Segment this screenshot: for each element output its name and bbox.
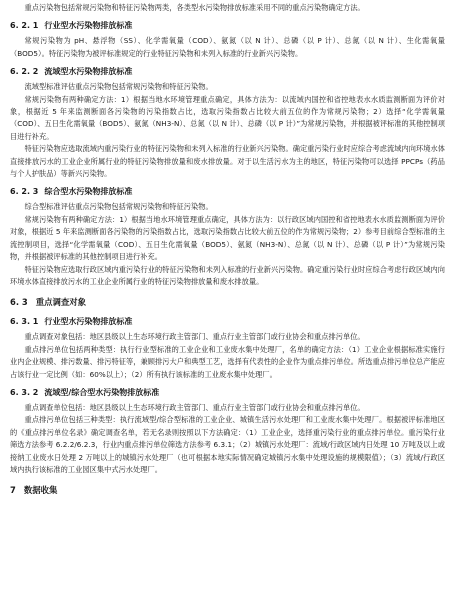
paragraph: 特征污染物应选取行政区域内重污染行业的特征污染物和未列入标准的行业新兴污染物。确定重污染行业时应综合考虑行政区域内向环境水体直接排放污水的工业企业所属行业的特征污染物排放量和废水排放量。 [10, 264, 445, 286]
heading-number: 6. 2. 3 [10, 187, 39, 197]
paragraph: 常规污染物有两种确定方法：1）根据当地水环境管理重点确定，具体方法为：以流域内国控和省控地表水水质监测断面为评价对象，根据近 5 年来监测断面各污染物的污染指数占比，选取污染指数占比较大前五位的作为常规污染物；2）选择“化学需氧量（COD）、五日生化需氧量（BOD5）、氨氮（NH3-N）、总氮（以 N 计）、总磷（以 P 计）”为常规污染物，并根据被评标准的其他控制项目进行补充。 [10, 94, 445, 141]
heading-title: 行业型水污染物排放标准 [44, 317, 133, 327]
paragraph: 流域型标准评估重点污染物包括常规污染物和特征污染物。 [24, 82, 213, 92]
heading-title: 综合型水污染物排放标准 [44, 187, 133, 197]
heading-6-3-1 [10, 310, 445, 331]
paragraph: 重点排污单位包括两种类型：执行行业型标准的工业企业和工业废水集中处理厂，名单的确定方法：（1）工业企业根据标准实施行业内企业规模、排污数量、排污特征等，兼顾排污大户和典型工艺，选择有代表性的企业作为重点排污单位。所选重点排污单位总产能应占该行业一定比例（如：60%以上）；（2）所有执行该标准的工业废水集中处理厂。 [10, 344, 445, 379]
paragraph: 重点排污单位包括三种类型：执行流域型/综合型标准的工业企业、城镇生活污水处理厂和工业废水集中处理厂。根据被评标准地区的《重点排污单位名录》确定调查名单，若无名录则按照以下方法确定：（1）工业企业，选择重污染行业的重点排污单位。重污染行业筛选方法参考 6.2.2/6.2.3，行业内重点排污单位筛选方法参考 6.3.1；（2）城镇污水处理厂：流域/行政区域内日处理 10 万吨及以上或接纳工业废水日处理 2 万吨以上的城镇污水处理厂（也可根据本地实际情况确定城镇污水集中处理设施的规模限值）；（3）流域/行政区域内执行该标准的工业园区集中式污水处理厂。 [10, 415, 445, 474]
heading-6-2-2 [10, 60, 445, 81]
heading-number: 6. 3. 1 [10, 317, 39, 327]
heading-7 [10, 476, 445, 498]
paragraph: 常规污染物为 pH、悬浮物（SS）、化学需氧量（COD）、氨氮（以 N 计）、总磷（以 P 计）、总氮（以 N 计）、生化需氧量（BOD5）。特征污染物为被评标准规定的行业特征污染物和未列入标准的行业新兴污染物。 [10, 36, 445, 58]
heading-6-2-1 [10, 14, 445, 35]
paragraph: 重点调查单位包括：地区县级以上生态环境行政主管部门、重点行业主管部门或行业协会和重点排污单位。 [24, 402, 365, 412]
paragraph: 常规污染物有两种确定方法：1）根据当地水环境管理重点确定，具体方法为：以行政区域内国控和省控地表水水质监测断面为评价对象，根据近 5 年来监测断面各污染物的污染指数占比，选取污染指数占比较大前五位的作为常规污染物；2）参考目前综合型标准的主流控制项目，选择“化学需氧量（COD）、五日生化需氧量（BOD5）、氨氮（NH3-N）、总氮（以 N 计）、总磷（以 P 计）”为常规污染物，并根据被评标准的其他控制项目进行补充。 [10, 214, 445, 262]
paragraph: 重点调查对象包括：地区县级以上生态环境行政主管部门、重点行业主管部门或行业协会和重点排污单位。 [24, 332, 365, 342]
heading-title: 行业型水污染物排放标准 [44, 21, 133, 31]
heading-number: 6. 2. 1 [10, 21, 39, 31]
heading-title: 重点调查对象 [35, 297, 87, 308]
heading-6-2-3 [10, 180, 445, 201]
heading-number: 6. 2. 2 [10, 67, 39, 77]
heading-title: 流域型水污染物排放标准 [44, 67, 133, 77]
heading-title: 数据收集 [23, 485, 58, 496]
paragraph: 特征污染物应选取流域内重污染行业的特征污染物和未列入标准的行业新兴污染物。确定重污染行业时应综合考虑流域内向环境水体直接排放污水的工业企业所属行业的特征污染物排放量和废水排放量。对于以生活污水为主的地区，特征污染物可以选择 PPCPs（药品与个人护肤品）等新兴污染物。 [10, 144, 445, 179]
heading-number: 6. 3 [10, 297, 28, 308]
heading-number: 6. 3. 2 [10, 387, 39, 397]
heading-6-3 [10, 288, 445, 310]
heading-number: 7 [10, 485, 16, 496]
heading-title: 流域型/综合型水污染物排放标准 [44, 387, 160, 397]
paragraph-intro: 重点污染物包括常规污染物和特征污染物两类，各类型水污染物排放标准采用不同的重点污染物确定方法。 [24, 3, 365, 12]
heading-6-3-2 [10, 381, 445, 402]
paragraph: 综合型标准评估重点污染物包括常规污染物和特征污染物。 [24, 202, 213, 212]
